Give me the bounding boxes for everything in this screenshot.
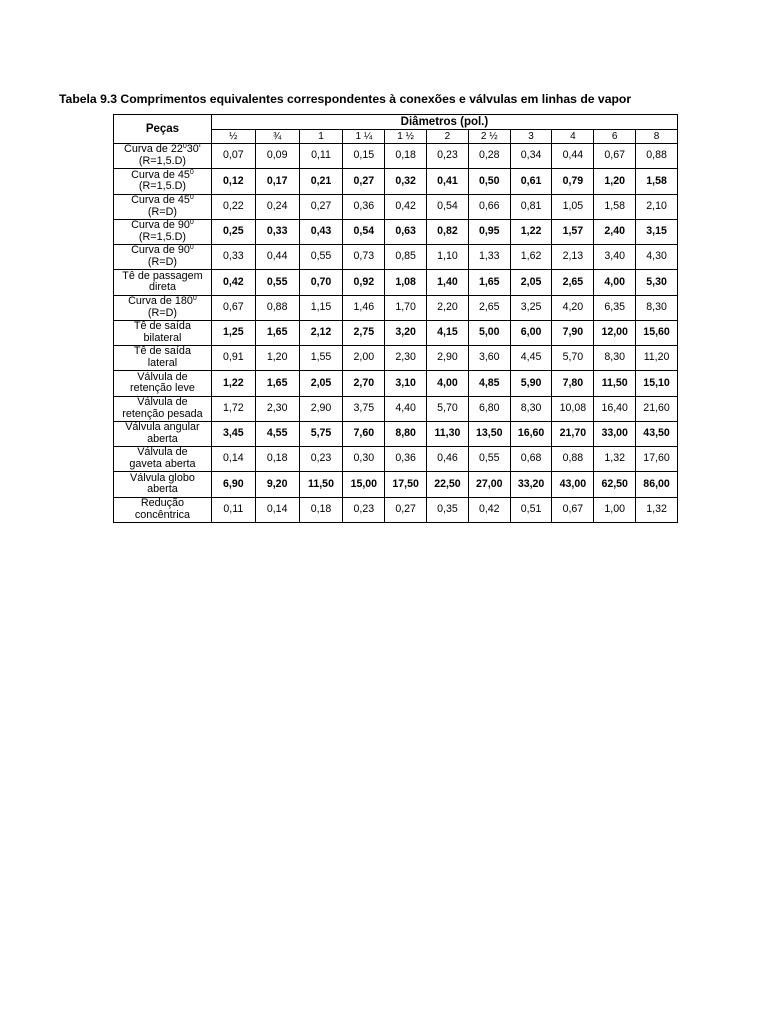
value-cell: 3,20 bbox=[385, 320, 427, 345]
table-row bbox=[114, 497, 678, 522]
value-cell: 0,44 bbox=[552, 144, 594, 169]
piece-name-line1: Curva de 45 bbox=[131, 168, 190, 181]
value-cell: 3,75 bbox=[343, 396, 385, 421]
value-cell: 6,00 bbox=[510, 320, 552, 345]
value-cell: 17,50 bbox=[385, 472, 427, 497]
value-cell: 43,00 bbox=[552, 472, 594, 497]
value-cell: 2,10 bbox=[636, 194, 678, 219]
diameter-header-cell: 8 bbox=[636, 130, 678, 144]
value-cell: 0,14 bbox=[211, 447, 255, 472]
value-cell: 2,75 bbox=[343, 320, 385, 345]
value-cell: 0,68 bbox=[510, 447, 552, 472]
value-cell: 1,33 bbox=[468, 245, 510, 270]
value-cell: 33,20 bbox=[510, 472, 552, 497]
piece-name-line1: Tê de saída bbox=[133, 345, 191, 358]
value-cell: 0,11 bbox=[211, 497, 255, 522]
piece-name-line2: bilateral bbox=[143, 331, 182, 344]
degree-superscript: 0 bbox=[189, 168, 194, 176]
value-cell: 2,20 bbox=[427, 295, 469, 320]
value-cell: 0,95 bbox=[468, 219, 510, 244]
value-cell: 0,42 bbox=[468, 497, 510, 522]
value-cell: 0,82 bbox=[427, 219, 469, 244]
value-cell: 8,30 bbox=[594, 346, 636, 371]
value-cell: 0,66 bbox=[468, 194, 510, 219]
value-cell: 11,20 bbox=[636, 346, 678, 371]
value-cell: 16,60 bbox=[510, 421, 552, 446]
value-cell: 0,36 bbox=[385, 447, 427, 472]
value-cell: 4,55 bbox=[255, 421, 299, 446]
value-cell: 0,28 bbox=[468, 144, 510, 169]
value-cell: 1,22 bbox=[510, 219, 552, 244]
degree-superscript: 0 bbox=[182, 143, 187, 151]
diameter-header-cell: 2 bbox=[427, 130, 469, 144]
value-cell: 0,07 bbox=[211, 144, 255, 169]
piece-name-cell bbox=[114, 346, 212, 371]
value-cell: 0,42 bbox=[385, 194, 427, 219]
value-cell: 1,40 bbox=[427, 270, 469, 295]
value-cell: 15,10 bbox=[636, 371, 678, 396]
value-cell: 0,81 bbox=[510, 194, 552, 219]
piece-name-line2: gaveta aberta bbox=[129, 458, 196, 471]
value-cell: 1,15 bbox=[299, 295, 343, 320]
piece-name-cell bbox=[114, 371, 212, 396]
degree-superscript: 0 bbox=[192, 294, 197, 302]
piece-name-cell bbox=[114, 497, 212, 522]
value-cell: 0,27 bbox=[343, 169, 385, 194]
table-row bbox=[114, 194, 678, 219]
diameter-header-cell: ½ bbox=[211, 130, 255, 144]
value-cell: 1,72 bbox=[211, 396, 255, 421]
value-cell: 62,50 bbox=[594, 472, 636, 497]
piece-name-cell bbox=[114, 270, 212, 295]
value-cell: 7,80 bbox=[552, 371, 594, 396]
piece-name-cell bbox=[114, 320, 212, 345]
piece-name-cell bbox=[114, 472, 212, 497]
value-cell: 0,18 bbox=[255, 447, 299, 472]
value-cell: 0,55 bbox=[255, 270, 299, 295]
value-cell: 11,50 bbox=[299, 472, 343, 497]
value-cell: 1,25 bbox=[211, 320, 255, 345]
table-row bbox=[114, 144, 678, 169]
value-cell: 0,11 bbox=[299, 144, 343, 169]
value-cell: 0,61 bbox=[510, 169, 552, 194]
value-cell: 0,67 bbox=[211, 295, 255, 320]
value-cell: 2,90 bbox=[299, 396, 343, 421]
value-cell: 0,14 bbox=[255, 497, 299, 522]
value-cell: 0,70 bbox=[299, 270, 343, 295]
piece-name-line1: Curva de 22 bbox=[124, 143, 183, 156]
value-cell: 17,60 bbox=[636, 447, 678, 472]
value-cell: 1,55 bbox=[299, 346, 343, 371]
value-cell: 0,22 bbox=[211, 194, 255, 219]
piece-name-line1: Curva de 45 bbox=[131, 193, 190, 206]
value-cell: 5,30 bbox=[636, 270, 678, 295]
value-cell: 1,46 bbox=[343, 295, 385, 320]
diameter-header-cell: 1 ¼ bbox=[343, 130, 385, 144]
value-cell: 21,60 bbox=[636, 396, 678, 421]
value-cell: 1,65 bbox=[255, 320, 299, 345]
value-cell: 0,54 bbox=[427, 194, 469, 219]
value-cell: 0,24 bbox=[255, 194, 299, 219]
value-cell: 5,70 bbox=[427, 396, 469, 421]
value-cell: 4,85 bbox=[468, 371, 510, 396]
piece-name-line2: (R=1,5.D) bbox=[138, 180, 186, 193]
piece-name-cell bbox=[114, 144, 212, 169]
value-cell: 4,40 bbox=[385, 396, 427, 421]
piece-name-line2: direta bbox=[148, 281, 176, 294]
piece-name-line1: Válvula de bbox=[137, 370, 188, 383]
piece-name-line1: Curva de 90 bbox=[131, 219, 190, 231]
value-cell: 0,54 bbox=[343, 219, 385, 244]
degree-superscript: 0 bbox=[189, 244, 194, 252]
piece-name-line1: Tê de saída bbox=[133, 320, 191, 332]
table-row bbox=[114, 320, 678, 345]
diameter-header-cell: 4 bbox=[552, 130, 594, 144]
value-cell: 27,00 bbox=[468, 472, 510, 497]
value-cell: 4,00 bbox=[427, 371, 469, 396]
piece-name-cell bbox=[114, 169, 212, 194]
table-body bbox=[114, 144, 678, 523]
table-row bbox=[114, 472, 678, 497]
piece-name-line1: Válvula angular bbox=[125, 421, 200, 433]
value-cell: 0,73 bbox=[343, 245, 385, 270]
value-cell: 0,41 bbox=[427, 169, 469, 194]
value-cell: 2,90 bbox=[427, 346, 469, 371]
value-cell: 3,40 bbox=[594, 245, 636, 270]
table-caption: Tabela 9.3 Comprimentos equivalentes correspondentes à conexões e válvulas em linhas de vapor bbox=[59, 92, 632, 106]
value-cell: 2,40 bbox=[594, 219, 636, 244]
value-cell: 0,09 bbox=[255, 144, 299, 169]
piece-name-cell bbox=[114, 421, 212, 446]
value-cell: 1,20 bbox=[255, 346, 299, 371]
value-cell: 1,08 bbox=[385, 270, 427, 295]
value-cell: 1,70 bbox=[385, 295, 427, 320]
value-cell: 15,60 bbox=[636, 320, 678, 345]
value-cell: 86,00 bbox=[636, 472, 678, 497]
value-cell: 1,10 bbox=[427, 245, 469, 270]
value-cell: 0,55 bbox=[468, 447, 510, 472]
value-cell: 1,58 bbox=[594, 194, 636, 219]
value-cell: 0,30 bbox=[343, 447, 385, 472]
value-cell: 0,55 bbox=[299, 245, 343, 270]
diameter-header-cell: 1 bbox=[299, 130, 343, 144]
value-cell: 6,80 bbox=[468, 396, 510, 421]
value-cell: 4,20 bbox=[552, 295, 594, 320]
value-cell: 1,32 bbox=[594, 447, 636, 472]
value-cell: 0,35 bbox=[427, 497, 469, 522]
value-cell: 3,45 bbox=[211, 421, 255, 446]
table-row bbox=[114, 421, 678, 446]
value-cell: 0,44 bbox=[255, 245, 299, 270]
value-cell: 6,90 bbox=[211, 472, 255, 497]
value-cell: 0,15 bbox=[343, 144, 385, 169]
value-cell: 0,50 bbox=[468, 169, 510, 194]
diameter-header-cell: 3 bbox=[510, 130, 552, 144]
value-cell: 0,32 bbox=[385, 169, 427, 194]
value-cell: 0,63 bbox=[385, 219, 427, 244]
piece-name-line1-tail: 30' bbox=[186, 143, 201, 156]
value-cell: 0,12 bbox=[211, 169, 255, 194]
value-cell: 2,30 bbox=[385, 346, 427, 371]
value-cell: 1,00 bbox=[594, 497, 636, 522]
piece-name-line2: retenção leve bbox=[130, 382, 195, 395]
table-row bbox=[114, 245, 678, 270]
value-cell: 10,08 bbox=[552, 396, 594, 421]
value-cell: 2,65 bbox=[468, 295, 510, 320]
value-cell: 5,70 bbox=[552, 346, 594, 371]
value-cell: 6,35 bbox=[594, 295, 636, 320]
value-cell: 21,70 bbox=[552, 421, 594, 446]
value-cell: 11,50 bbox=[594, 371, 636, 396]
value-cell: 2,70 bbox=[343, 371, 385, 396]
value-cell: 33,00 bbox=[594, 421, 636, 446]
value-cell: 0,36 bbox=[343, 194, 385, 219]
equivalent-lengths-table bbox=[113, 114, 678, 523]
value-cell: 0,23 bbox=[343, 497, 385, 522]
value-cell: 0,27 bbox=[299, 194, 343, 219]
value-cell: 0,46 bbox=[427, 447, 469, 472]
value-cell: 0,91 bbox=[211, 346, 255, 371]
value-cell: 1,32 bbox=[636, 497, 678, 522]
value-cell: 0,23 bbox=[427, 144, 469, 169]
value-cell: 1,58 bbox=[636, 169, 678, 194]
piece-name-line2: concêntrica bbox=[134, 508, 191, 521]
value-cell: 0,92 bbox=[343, 270, 385, 295]
value-cell: 22,50 bbox=[427, 472, 469, 497]
value-cell: 0,67 bbox=[552, 497, 594, 522]
value-cell: 13,50 bbox=[468, 421, 510, 446]
table-row bbox=[114, 169, 678, 194]
value-cell: 8,30 bbox=[510, 396, 552, 421]
value-cell: 0,17 bbox=[255, 169, 299, 194]
piece-name-line1: Válvula de bbox=[137, 395, 188, 408]
value-cell: 3,15 bbox=[636, 219, 678, 244]
diameter-header-cell: 6 bbox=[594, 130, 636, 144]
table-row bbox=[114, 346, 678, 371]
value-cell: 1,05 bbox=[552, 194, 594, 219]
value-cell: 3,60 bbox=[468, 346, 510, 371]
value-cell: 9,20 bbox=[255, 472, 299, 497]
table-row bbox=[114, 371, 678, 396]
piece-name-line2: aberta bbox=[147, 483, 178, 496]
piece-name-line2: retenção pesada bbox=[122, 407, 203, 420]
degree-superscript: 0 bbox=[189, 193, 194, 201]
piece-name-line2: (R=1,5.D) bbox=[138, 155, 186, 168]
value-cell: 43,50 bbox=[636, 421, 678, 446]
value-cell: 2,13 bbox=[552, 245, 594, 270]
value-cell: 0,67 bbox=[594, 144, 636, 169]
value-cell: 8,30 bbox=[636, 295, 678, 320]
value-cell: 0,23 bbox=[299, 447, 343, 472]
piece-name-cell bbox=[114, 194, 212, 219]
piece-name-line1: Curva de 180 bbox=[128, 294, 193, 307]
table-row bbox=[114, 295, 678, 320]
value-cell: 2,12 bbox=[299, 320, 343, 345]
piece-name-line1: Tê de passagem bbox=[122, 269, 203, 282]
piece-name-line2: (R=D) bbox=[147, 306, 177, 319]
value-cell: 16,40 bbox=[594, 396, 636, 421]
piece-name-cell bbox=[114, 219, 212, 244]
piece-name-line2: (R=D) bbox=[147, 205, 177, 218]
degree-superscript: 0 bbox=[189, 219, 194, 226]
table-row bbox=[114, 219, 678, 244]
value-cell: 0,42 bbox=[211, 270, 255, 295]
value-cell: 0,88 bbox=[636, 144, 678, 169]
value-cell: 5,90 bbox=[510, 371, 552, 396]
value-cell: 1,20 bbox=[594, 169, 636, 194]
piece-name-line2: lateral bbox=[147, 357, 178, 370]
piece-name-line1: Válvula globo bbox=[130, 471, 195, 484]
value-cell: 8,80 bbox=[385, 421, 427, 446]
header-diametros: Diâmetros (pol.) bbox=[211, 115, 677, 130]
piece-name-line2: (R=D) bbox=[147, 256, 177, 269]
value-cell: 4,00 bbox=[594, 270, 636, 295]
value-cell: 0,51 bbox=[510, 497, 552, 522]
header-pecas: Peças bbox=[114, 115, 212, 144]
value-cell: 2,05 bbox=[510, 270, 552, 295]
piece-name-line1: Curva de 90 bbox=[131, 244, 190, 257]
value-cell: 0,18 bbox=[299, 497, 343, 522]
value-cell: 15,00 bbox=[343, 472, 385, 497]
value-cell: 4,30 bbox=[636, 245, 678, 270]
table-row bbox=[114, 447, 678, 472]
piece-name-line1: Válvula de bbox=[137, 446, 188, 459]
value-cell: 0,85 bbox=[385, 245, 427, 270]
piece-name-line1: Redução bbox=[140, 496, 185, 509]
value-cell: 4,45 bbox=[510, 346, 552, 371]
value-cell: 0,33 bbox=[255, 219, 299, 244]
value-cell: 0,18 bbox=[385, 144, 427, 169]
value-cell: 3,10 bbox=[385, 371, 427, 396]
value-cell: 5,75 bbox=[299, 421, 343, 446]
value-cell: 0,88 bbox=[552, 447, 594, 472]
value-cell: 1,65 bbox=[255, 371, 299, 396]
piece-name-line2: aberta bbox=[147, 432, 178, 445]
value-cell: 2,65 bbox=[552, 270, 594, 295]
value-cell: 7,60 bbox=[343, 421, 385, 446]
value-cell: 0,27 bbox=[385, 497, 427, 522]
value-cell: 0,34 bbox=[510, 144, 552, 169]
diameter-header-cell: 2 ½ bbox=[468, 130, 510, 144]
diameter-header-cell: 1 ½ bbox=[385, 130, 427, 144]
diameter-header-cell: ¾ bbox=[255, 130, 299, 144]
piece-name-cell bbox=[114, 245, 212, 270]
value-cell: 5,00 bbox=[468, 320, 510, 345]
table-row bbox=[114, 270, 678, 295]
value-cell: 0,33 bbox=[211, 245, 255, 270]
value-cell: 2,30 bbox=[255, 396, 299, 421]
piece-name-cell bbox=[114, 447, 212, 472]
piece-name-cell bbox=[114, 295, 212, 320]
value-cell: 1,22 bbox=[211, 371, 255, 396]
value-cell: 0,88 bbox=[255, 295, 299, 320]
value-cell: 4,15 bbox=[427, 320, 469, 345]
table-row bbox=[114, 396, 678, 421]
value-cell: 1,57 bbox=[552, 219, 594, 244]
value-cell: 0,21 bbox=[299, 169, 343, 194]
value-cell: 12,00 bbox=[594, 320, 636, 345]
piece-name-cell bbox=[114, 396, 212, 421]
value-cell: 3,25 bbox=[510, 295, 552, 320]
value-cell: 7,90 bbox=[552, 320, 594, 345]
value-cell: 2,00 bbox=[343, 346, 385, 371]
value-cell: 0,25 bbox=[211, 219, 255, 244]
value-cell: 11,30 bbox=[427, 421, 469, 446]
piece-name-line2: (R=1,5.D) bbox=[138, 230, 186, 243]
value-cell: 2,05 bbox=[299, 371, 343, 396]
value-cell: 1,65 bbox=[468, 270, 510, 295]
value-cell: 1,62 bbox=[510, 245, 552, 270]
value-cell: 0,43 bbox=[299, 219, 343, 244]
value-cell: 0,79 bbox=[552, 169, 594, 194]
